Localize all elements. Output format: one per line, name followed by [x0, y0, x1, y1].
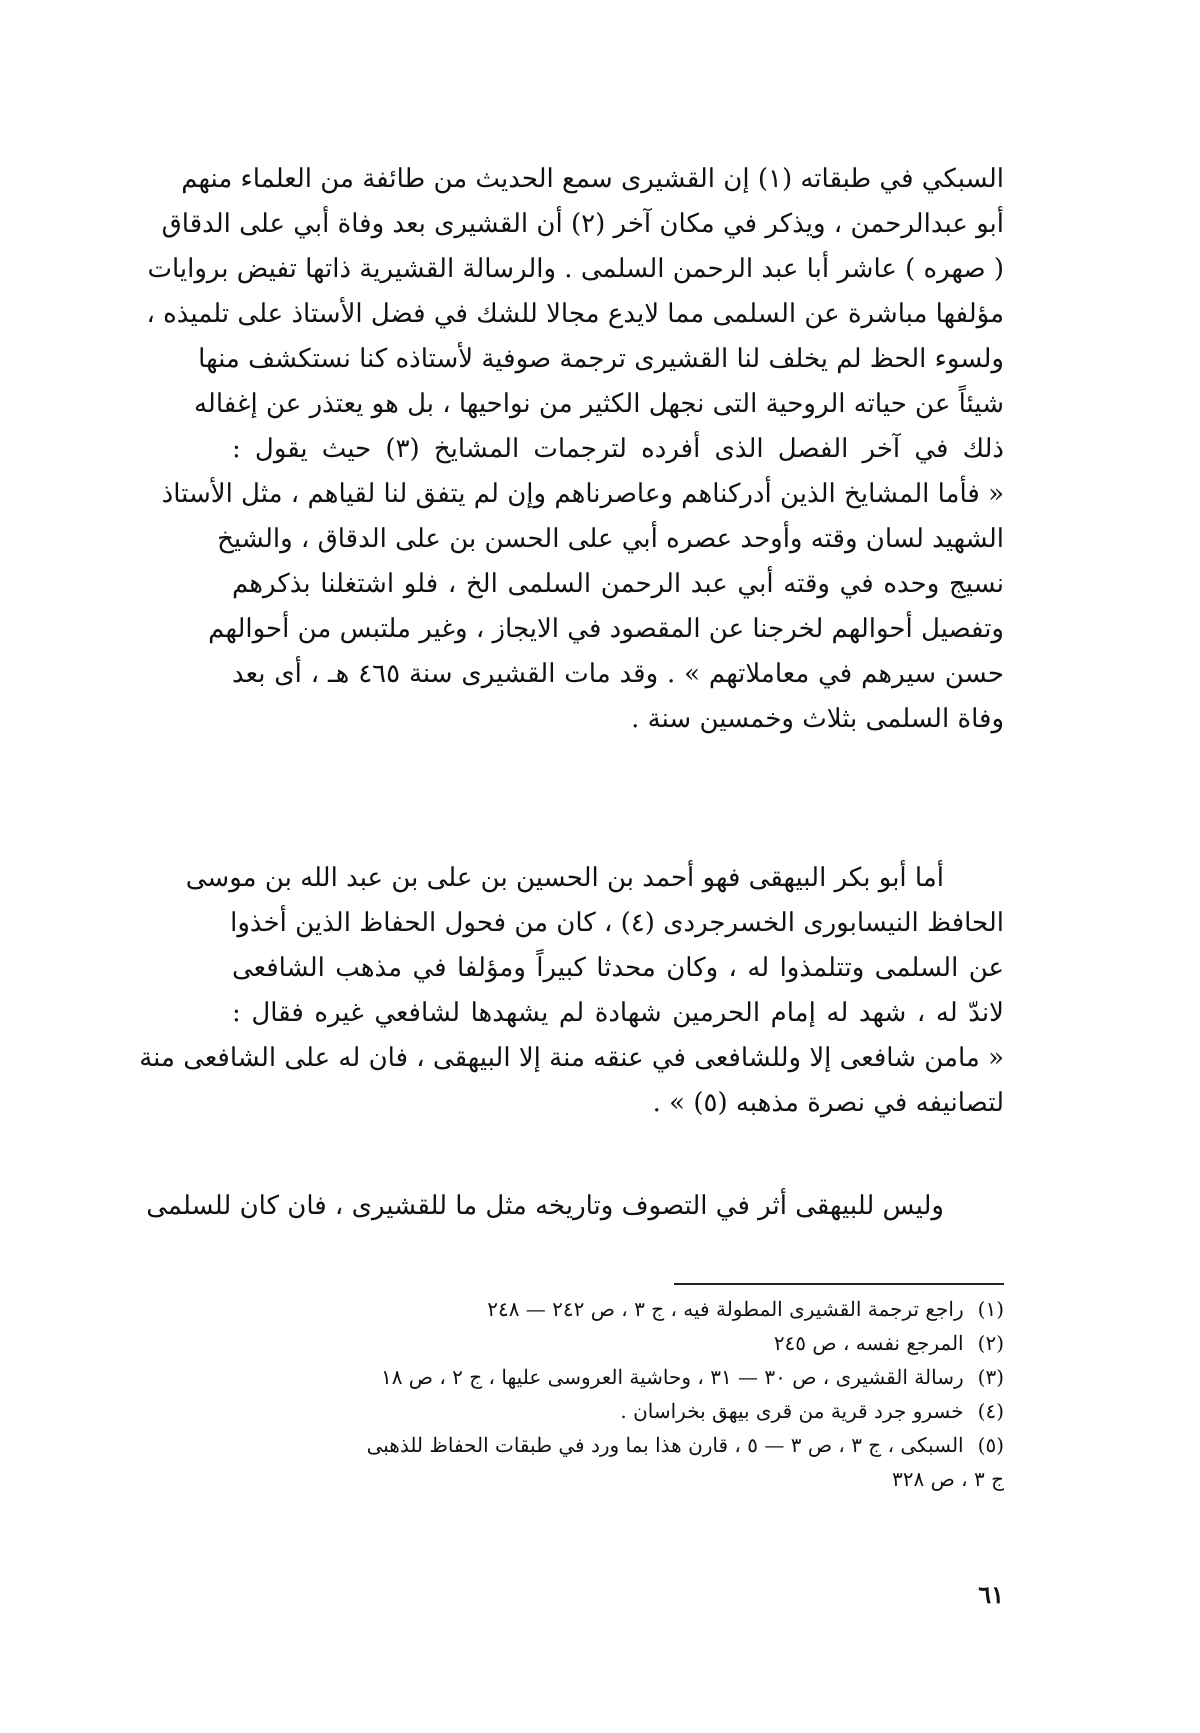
footnote-divider: [674, 1283, 1004, 1285]
footnote: [232, 1398, 1004, 1424]
paragraph-line: « فأما المشايخ الذين أدركناهم وعاصرناهم وإن لم يتفق لنا لقياهم ، مثل الأستاذ: [161, 479, 1004, 509]
footnote-number: (٣): [977, 1365, 1004, 1389]
paragraph-line: أبو عبدالرحمن ، ويذكر في مكان آخر (٢) أن القشيرى بعد وفاة أبي على الدقاق: [161, 209, 1004, 239]
footnote-number: (٤): [977, 1399, 1004, 1423]
paragraph-line: لاندّ له ، شهد له إمام الحرمين شهادة لم يشهدها لشافعي غيره فقال :: [232, 998, 1004, 1028]
page-number: ٦١: [978, 1580, 1004, 1609]
paragraph-line: شيئاً عن حياته الروحية التى نجهل الكثير من نواحيها ، بل هو يعتذر عن إغفاله: [193, 389, 1004, 419]
paragraph-line: لتصانيفه في نصرة مذهبه (٥) » .: [652, 1088, 1004, 1118]
paragraph-line: « مامن شافعى إلا وللشافعى في عنقه منة إلا البيهقى ، فان له على الشافعى منة: [139, 1043, 1004, 1073]
paragraph-line: وفاة السلمى بثلاث وخمسين سنة .: [631, 704, 1004, 734]
footnote-continuation: ج ٣ ، ص ٣٢٨: [892, 1467, 1004, 1491]
footnote-text: خسرو جرد قرية من قرى بيهق بخراسان .: [620, 1399, 964, 1423]
footnote: [232, 1330, 1004, 1356]
footnote-number: (١): [977, 1297, 1004, 1321]
paragraph-2: [139, 862, 1004, 1132]
footnote-text: السبكى ، ج ٣ ، ص ٣ — ٥ ، قارن هذا بما ورد في طبقات الحفاظ للذهبى: [366, 1433, 964, 1457]
footnote: [232, 1432, 1004, 1458]
footnote-number: (٥): [977, 1433, 1004, 1457]
paragraph-1: [146, 163, 1005, 748]
footnote-number: (٢): [977, 1331, 1004, 1355]
paragraph-line: وليس للبيهقى أثر في التصوف وتاريخه مثل ما للقشيرى ، فان كان للسلمى: [146, 1191, 944, 1221]
footnote-text: المرجع نفسه ، ص ٢٤٥: [773, 1331, 964, 1355]
paragraph-line: السبكي في طبقاته (١) إن القشيرى سمع الحديث من طائفة من العلماء منهم: [181, 164, 1004, 194]
paragraph-line: وتفصيل أحوالهم لخرجنا عن المقصود في الايجاز ، وغير ملتبس من أحوالهم: [208, 614, 1004, 644]
paragraph-line: أما أبو بكر البيهقى فهو أحمد بن الحسين بن على بن عبد الله بن موسى: [185, 863, 944, 893]
paragraph-line: الحافظ النيسابورى الخسرجردى (٤) ، كان من فحول الحفاظ الذين أخذوا: [230, 908, 1004, 938]
paragraph-line: حسن سيرهم في معاملاتهم » . وقد مات القشيرى سنة ٤٦٥ هـ ، أى بعد: [232, 659, 1004, 689]
paragraph-line: ( صهره ) عاشر أبا عبد الرحمن السلمى . والرسالة القشيرية ذاتها تفيض بروايات: [147, 254, 1004, 284]
paragraph-line: الشهيد لسان وقته وأوحد عصره أبي على الحسن بن على الدقاق ، والشيخ: [217, 524, 1004, 554]
footnote: [232, 1364, 1004, 1390]
paragraph-line: ولسوء الحظ لم يخلف لنا القشيرى ترجمة صوفية لأستاذه كنا نستكشف منها: [198, 344, 1004, 374]
footnotes: [232, 1296, 1004, 1500]
paragraph-3: [146, 1190, 1004, 1222]
paragraph-line: عن السلمى وتتلمذوا له ، وكان محدثا كبيراً ومؤلفا في مذهب الشافعى: [232, 953, 1004, 983]
paragraph-line: نسيج وحده في وقته أبي عبد الرحمن السلمى الخ ، فلو اشتغلنا بذكرهم: [232, 569, 1004, 599]
footnote-text: راجع ترجمة القشيرى المطولة فيه ، ج ٣ ، ص ٢٤٢ — ٢٤٨: [487, 1297, 964, 1321]
paragraph-line: ذلك في آخر الفصل الذى أفرده لترجمات المشايخ (٣) حيث يقول :: [232, 434, 1005, 464]
footnote-text: رسالة القشيرى ، ص ٣٠ — ٣١ ، وحاشية العروسى عليها ، ج ٢ ، ص ١٨: [380, 1365, 964, 1389]
paragraph-line: مؤلفها مباشرة عن السلمى مما لايدع مجالا للشك في فضل الأستاذ على تلميذه ،: [146, 299, 1004, 329]
footnote: [232, 1296, 1004, 1322]
